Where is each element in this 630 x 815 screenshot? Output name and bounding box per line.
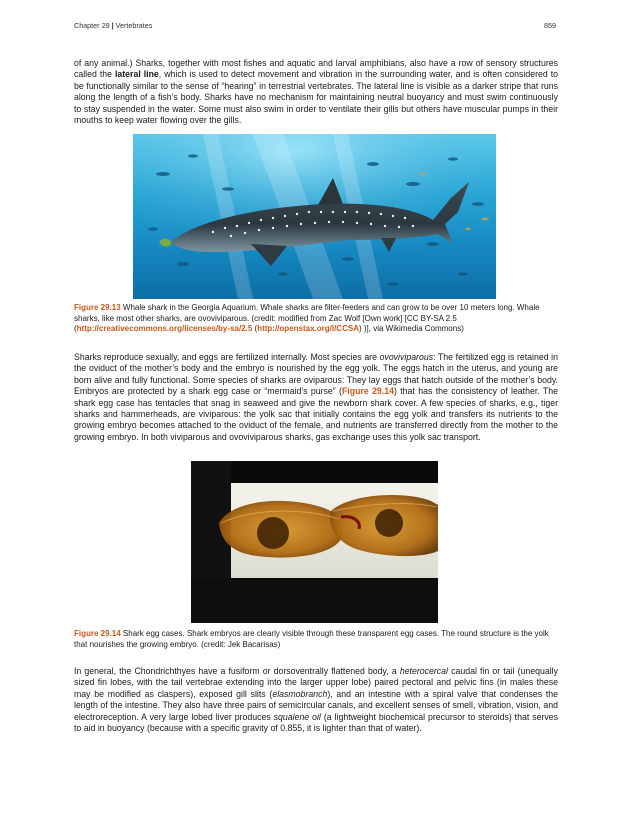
para-text: ), and an intestine with a spiral valve that condenses the length of the intestine. They also have three pairs of semicircular canals, and excellent senses of smell, vibration, vision, and electroreception. A very large lobed liver produces [74, 688, 559, 722]
para-text: of any animal.) Sharks, together with most fishes and aquatic and larval amphibians, also have a row of sensory structures called the [74, 58, 558, 80]
body-paragraph-reproduction [74, 352, 558, 443]
para-text: caudal fin or tail (unequally sized fin lobes, with the tail vertebrae extending into the larger upper lobe) paired pectoral and pelvic fins (in males these may be modified as claspers), exposed gill slits ( [74, 666, 558, 699]
section-label: Vertebrates [115, 21, 153, 30]
page-header [74, 21, 556, 35]
caption-text: Shark egg cases. Shark embryos are clearly visible through these transparent egg cases. The round structure is the yolk that nourishes the growing embryo. (credit: Jek Bacarisas) [74, 629, 549, 649]
caption-text: ) )], via Wikimedia Commons) [358, 324, 464, 334]
para-text: (a lightweight biochemical precursor to steroids) that serves to aid in buoyancy (because with a specific gravity of 0.855, it is lighter than that of water). [74, 711, 559, 734]
body-paragraph-chondrichthyes [74, 666, 558, 734]
para-text: , which is used to detect movement and vibration in the surrounding water, and is often considered to be functionally similar to the sense of “hearing” in terrestrial vertebrates. The lateral line is visible as a darker stripe that runs along the length of a fish’s body. Sharks have no mechanism for maintaining neutral buoyancy and must swim continuously to stay suspended in the water. Some must also swim in order to ventilate their gills but others have muscular pumps in their mouths to keep water flowing over the gills. [74, 69, 558, 126]
whale-shark-illustration [133, 134, 496, 299]
license-link-cc-by-sa[interactable]: http://creativecommons.org/licenses/by-sa/2.5 [76, 324, 253, 334]
para-text: Sharks reproduce sexually, and eggs are fertilized internally. Most species are [74, 352, 380, 362]
figure-reference-link[interactable]: Figure 29.14 [341, 386, 394, 397]
key-term-ovoviviparous: ovoviviparous [379, 352, 434, 362]
figure-label: Figure 29.14 [74, 629, 121, 638]
para-text: In general, the Chondrichthyes have a fusiform or dorsoventrally flattened body, a [74, 666, 400, 676]
key-term-elasmobranch: elasmobranch [272, 688, 328, 699]
header-separator: | [111, 21, 114, 30]
whale-shark-photo [133, 134, 496, 299]
egg-cases-illustration [191, 461, 438, 623]
key-term-squalene-oil: squalene oil [273, 711, 321, 722]
para-text: ) that has the consistency of leather. The shark egg case has tentacles that snag in seaweed and give the newborn shark cover. A few species of sharks, e.g., tiger sharks and hammerheads, are viviparous: the yolk sac that initially contains the egg yolk and transfers its nutrients to the growing embryo becomes attached to the oviduct of the female, and nutrients are transferred directly from the mother to the growing embryo. In both viviparous and ovoviviparous sharks, gas exchange uses this yolk sac transport. [74, 386, 558, 442]
figure-caption-29-13 [74, 303, 558, 335]
chapter-label: Chapter 29 [74, 21, 110, 30]
caption-text: ( [252, 324, 258, 334]
page-number: 859 [544, 21, 556, 30]
yolk-left [257, 517, 289, 549]
body-paragraph-lateral-line [74, 58, 558, 126]
running-head [74, 21, 152, 30]
para-text: : The fertilized egg is retained in the oviduct of the mother’s body and the embryo is nourished by the egg yolk. The eggs hatch in the uterus, and young are born alive and fully functional. Some species of sharks are oviparous: They lay eggs that hatch outside of the mother’s body. Embryos are protected by a shark egg case or “mermaid’s purse” ( [74, 352, 558, 397]
figure-label: Figure 29.13 [74, 303, 121, 312]
key-term-heterocercal: heterocercal [399, 666, 448, 676]
figure-caption-29-14 [74, 629, 558, 650]
caption-text: Whale shark in the Georgia Aquarium. Whale sharks are filter-feeders and can grow to be over 10 meters long. Whale sharks, like most other sharks, are ovoviviparous. (credit: modified from Zac Wolf [Own work] [CC BY-SA 2.5 ( [74, 303, 540, 334]
yolk-right [375, 509, 403, 537]
license-link-openstax[interactable]: http://openstax.org/l/CCSA [257, 324, 359, 334]
shark-egg-cases-photo [191, 461, 438, 623]
key-term-lateral-line: lateral line [114, 69, 159, 80]
